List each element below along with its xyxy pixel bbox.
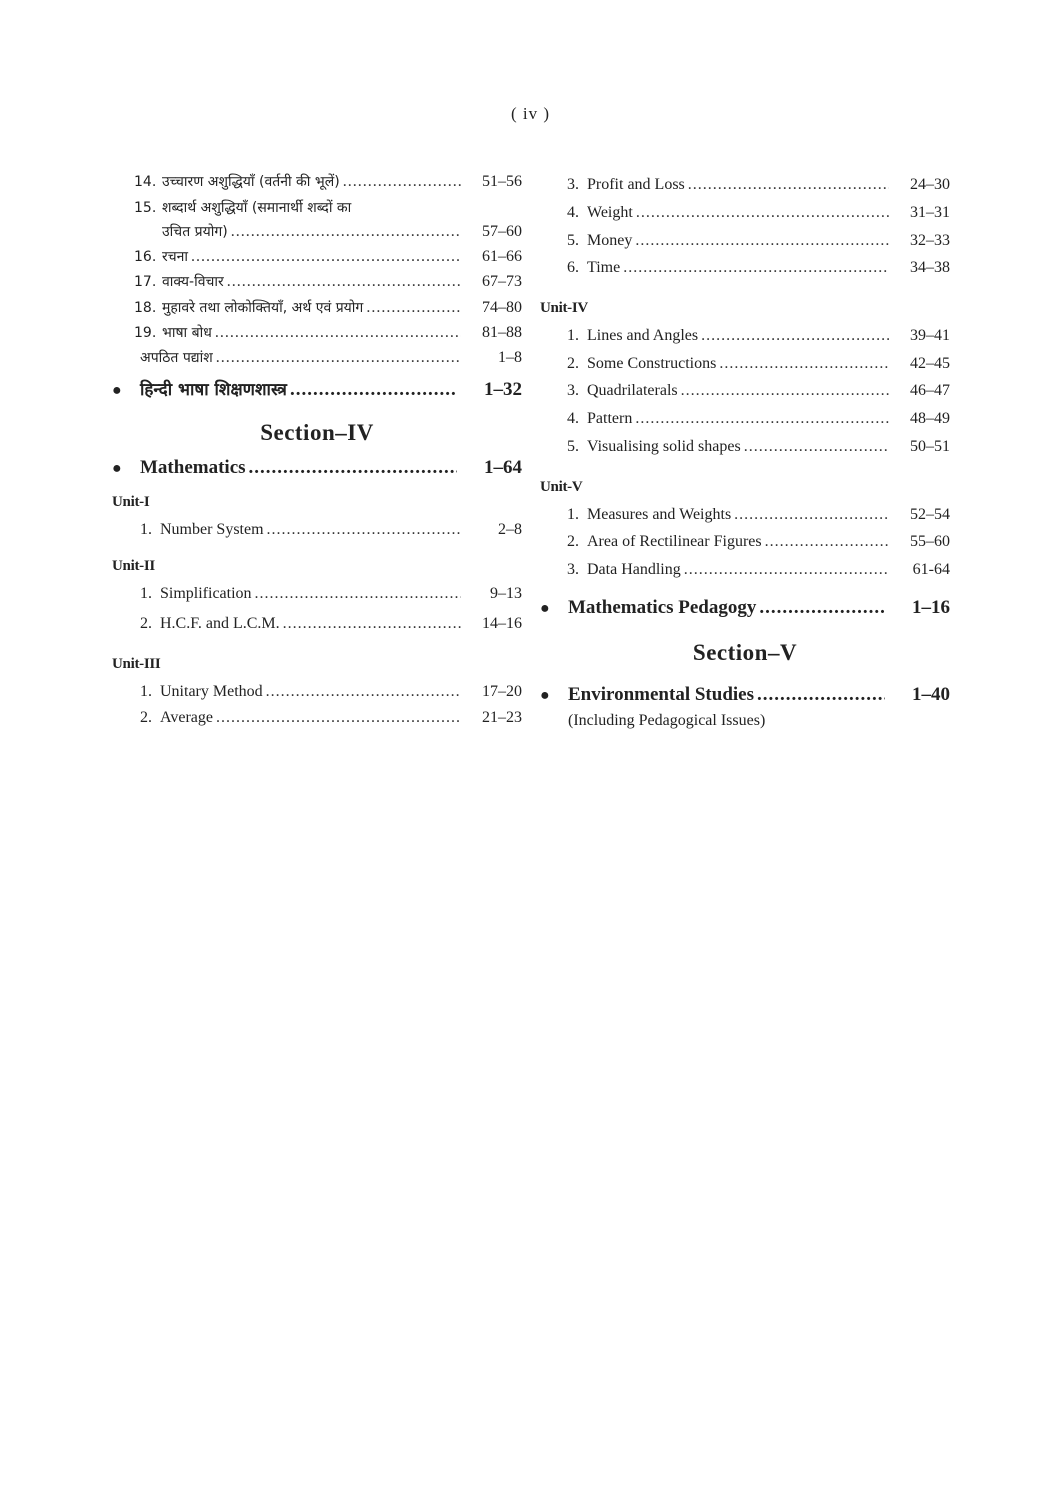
toc-entry[interactable] [112, 708, 522, 728]
entry-pages: 61-64 [912, 561, 950, 578]
entry-title: Simplification [160, 585, 252, 602]
entry-pages: 67–73 [482, 273, 522, 290]
dot-leader [623, 258, 889, 278]
entry-title: Lines and Angles [587, 327, 699, 344]
entry-title: Data Handling [587, 561, 681, 578]
dot-leader [343, 172, 461, 192]
entry-pages: 9–13 [490, 585, 522, 602]
dot-leader [688, 175, 889, 195]
dot-leader [366, 298, 461, 318]
toc-entry[interactable] [540, 409, 950, 429]
entry-pages: 2–8 [498, 521, 522, 538]
entry-pages: 21–23 [482, 709, 522, 726]
entry-pages: 52–54 [910, 506, 950, 523]
dot-leader [266, 682, 461, 702]
dot-leader [636, 203, 889, 223]
dot-leader [255, 584, 461, 604]
toc-major-entry[interactable] [112, 456, 522, 481]
entry-title: Mathematics [140, 457, 246, 478]
bullet-icon: ● [540, 687, 550, 704]
dot-leader [684, 560, 889, 580]
toc-entry[interactable] [540, 203, 950, 223]
toc-entry[interactable] [540, 381, 950, 401]
entry-number: 16. [134, 249, 157, 265]
entry-title: Some Constructions [587, 355, 717, 372]
entry-number: 2. [567, 355, 579, 372]
toc-entry[interactable] [540, 231, 950, 251]
dot-leader [719, 354, 889, 374]
entry-pages: 39–41 [910, 327, 950, 344]
page-number: ( iv ) [510, 104, 551, 123]
entry-title: Area of Rectilinear Figures [587, 533, 762, 550]
entry-pages: 14–16 [482, 615, 522, 632]
toc-entry[interactable] [112, 222, 522, 242]
section-heading: Section–IV [260, 420, 374, 445]
dot-leader [635, 409, 889, 429]
dot-leader [765, 532, 889, 552]
bullet-icon: ● [112, 460, 122, 477]
entry-title: मुहावरे तथा लोकोक्तियाँ, अर्थ एवं प्रयोग [162, 300, 364, 316]
entry-pages: 57–60 [482, 223, 522, 240]
toc-major-entry[interactable] [540, 683, 950, 708]
dot-leader [681, 381, 889, 401]
dot-leader [290, 378, 457, 402]
dot-leader [635, 231, 889, 251]
dot-leader [231, 222, 461, 242]
entry-title: Weight [587, 204, 633, 221]
toc-entry[interactable] [112, 348, 522, 368]
toc-entry[interactable] [112, 323, 522, 343]
unit-heading: Unit-III [112, 656, 161, 672]
entry-title: वाक्य-विचार [162, 274, 224, 290]
unit-heading: Unit-IV [540, 300, 588, 316]
dot-leader [215, 323, 461, 343]
dot-leader [744, 437, 889, 457]
unit-heading: Unit-V [540, 479, 583, 495]
dot-leader [283, 614, 461, 634]
entry-number: 17. [134, 274, 157, 290]
bullet-icon: ● [540, 600, 550, 617]
toc-entry[interactable] [112, 682, 522, 702]
dot-leader [759, 596, 885, 620]
entry-number: 5. [567, 232, 579, 249]
toc-major-entry[interactable] [112, 378, 522, 403]
toc-entry[interactable] [540, 437, 950, 457]
entry-title: Mathematics Pedagogy [568, 597, 757, 618]
dot-leader [701, 326, 889, 346]
entry-number: 4. [567, 204, 579, 221]
entry-title: Measures and Weights [587, 506, 732, 523]
entry-pages: 51–56 [482, 173, 522, 190]
dot-leader [249, 456, 457, 480]
entry-number: 3. [567, 176, 579, 193]
entry-title: उच्चारण अशुद्धियाँ (वर्तनी की भूलें) [162, 174, 340, 190]
entry-number: 14. [134, 174, 157, 190]
entry-pages: 1–16 [912, 597, 950, 618]
entry-title: Unitary Method [160, 683, 263, 700]
entry-title: शब्दार्थ अशुद्धियाँ (समानार्थी शब्दों का [162, 200, 352, 216]
toc-major-entry[interactable] [540, 596, 950, 621]
entry-number: 18. [134, 300, 157, 316]
entry-title: Money [587, 232, 633, 249]
dot-leader [216, 708, 461, 728]
entry-pages: 81–88 [482, 324, 522, 341]
toc-entry[interactable] [540, 258, 950, 278]
entry-title: भाषा बोध [162, 325, 212, 341]
entry-title: Number System [160, 521, 264, 538]
toc-entry[interactable] [540, 532, 950, 552]
entry-number: 3. [567, 382, 579, 399]
entry-title: Quadrilaterals [587, 382, 678, 399]
toc-entry[interactable] [540, 326, 950, 346]
entry-number: 15. [134, 200, 157, 216]
entry-number: 1. [140, 683, 152, 700]
entry-title: Average [160, 709, 213, 726]
dot-leader [227, 272, 461, 292]
entry-number: 19. [134, 325, 157, 341]
entry-title: Environmental Studies [568, 684, 754, 705]
entry-number: 2. [140, 615, 152, 632]
entry-number: 3. [567, 561, 579, 578]
toc-entry-line1[interactable] [134, 198, 351, 218]
entry-pages: 55–60 [910, 533, 950, 550]
entry-number: 1. [140, 585, 152, 602]
toc-entry[interactable] [112, 584, 522, 604]
entry-title: हिन्दी भाषा शिक्षणशास्त्र [140, 380, 287, 400]
entry-pages: 17–20 [482, 683, 522, 700]
entry-number: 1. [140, 521, 152, 538]
entry-pages: 1–8 [498, 349, 522, 366]
dot-leader [267, 520, 461, 540]
dot-leader [216, 348, 461, 368]
entry-title: H.C.F. and L.C.M. [160, 615, 280, 632]
entry-pages: 1–40 [912, 684, 950, 705]
dot-leader [734, 505, 889, 525]
dot-leader [757, 683, 885, 707]
toc-entry[interactable] [540, 175, 950, 195]
bullet-icon: ● [112, 382, 122, 399]
entry-pages: 32–33 [910, 232, 950, 249]
entry-number: 1. [567, 506, 579, 523]
entry-pages: 74–80 [482, 299, 522, 316]
entry-pages: 1–64 [484, 457, 522, 478]
entry-pages: 31–31 [910, 204, 950, 221]
entry-number: 2. [567, 533, 579, 550]
toc-entry[interactable] [112, 272, 522, 292]
entry-pages: 34–38 [910, 259, 950, 276]
entry-pages: 24–30 [910, 176, 950, 193]
unit-heading: Unit-II [112, 558, 155, 574]
entry-title: Time [587, 259, 621, 276]
unit-heading: Unit-I [112, 494, 150, 510]
entry-number: 1. [567, 327, 579, 344]
entry-number: 4. [567, 410, 579, 427]
toc-entry[interactable] [112, 520, 522, 540]
section-heading: Section–V [692, 640, 798, 665]
toc-entry[interactable] [540, 560, 950, 580]
toc-entry[interactable] [540, 505, 950, 525]
entry-pages: 42–45 [910, 355, 950, 372]
entry-pages: 46–47 [910, 382, 950, 399]
entry-title-cont: उचित प्रयोग) [162, 224, 228, 240]
entry-title: Pattern [587, 410, 633, 427]
entry-note: (Including Pedagogical Issues) [568, 712, 766, 729]
entry-title: Visualising solid shapes [587, 438, 741, 455]
entry-number: 2. [140, 709, 152, 726]
entry-title: Profit and Loss [587, 176, 685, 193]
entry-pages: 50–51 [910, 438, 950, 455]
entry-number: 5. [567, 438, 579, 455]
entry-pages: 48–49 [910, 410, 950, 427]
entry-pages: 1–32 [484, 379, 522, 400]
toc-entry[interactable] [112, 172, 522, 192]
dot-leader [191, 247, 461, 267]
entry-title: अपठित पद्यांश [140, 350, 213, 366]
entry-title: रचना [162, 249, 189, 265]
toc-entry[interactable] [540, 354, 950, 374]
entry-pages: 61–66 [482, 248, 522, 265]
toc-entry[interactable] [112, 247, 522, 267]
entry-number: 6. [567, 259, 579, 276]
toc-entry[interactable] [112, 614, 522, 634]
toc-entry[interactable] [112, 298, 522, 318]
